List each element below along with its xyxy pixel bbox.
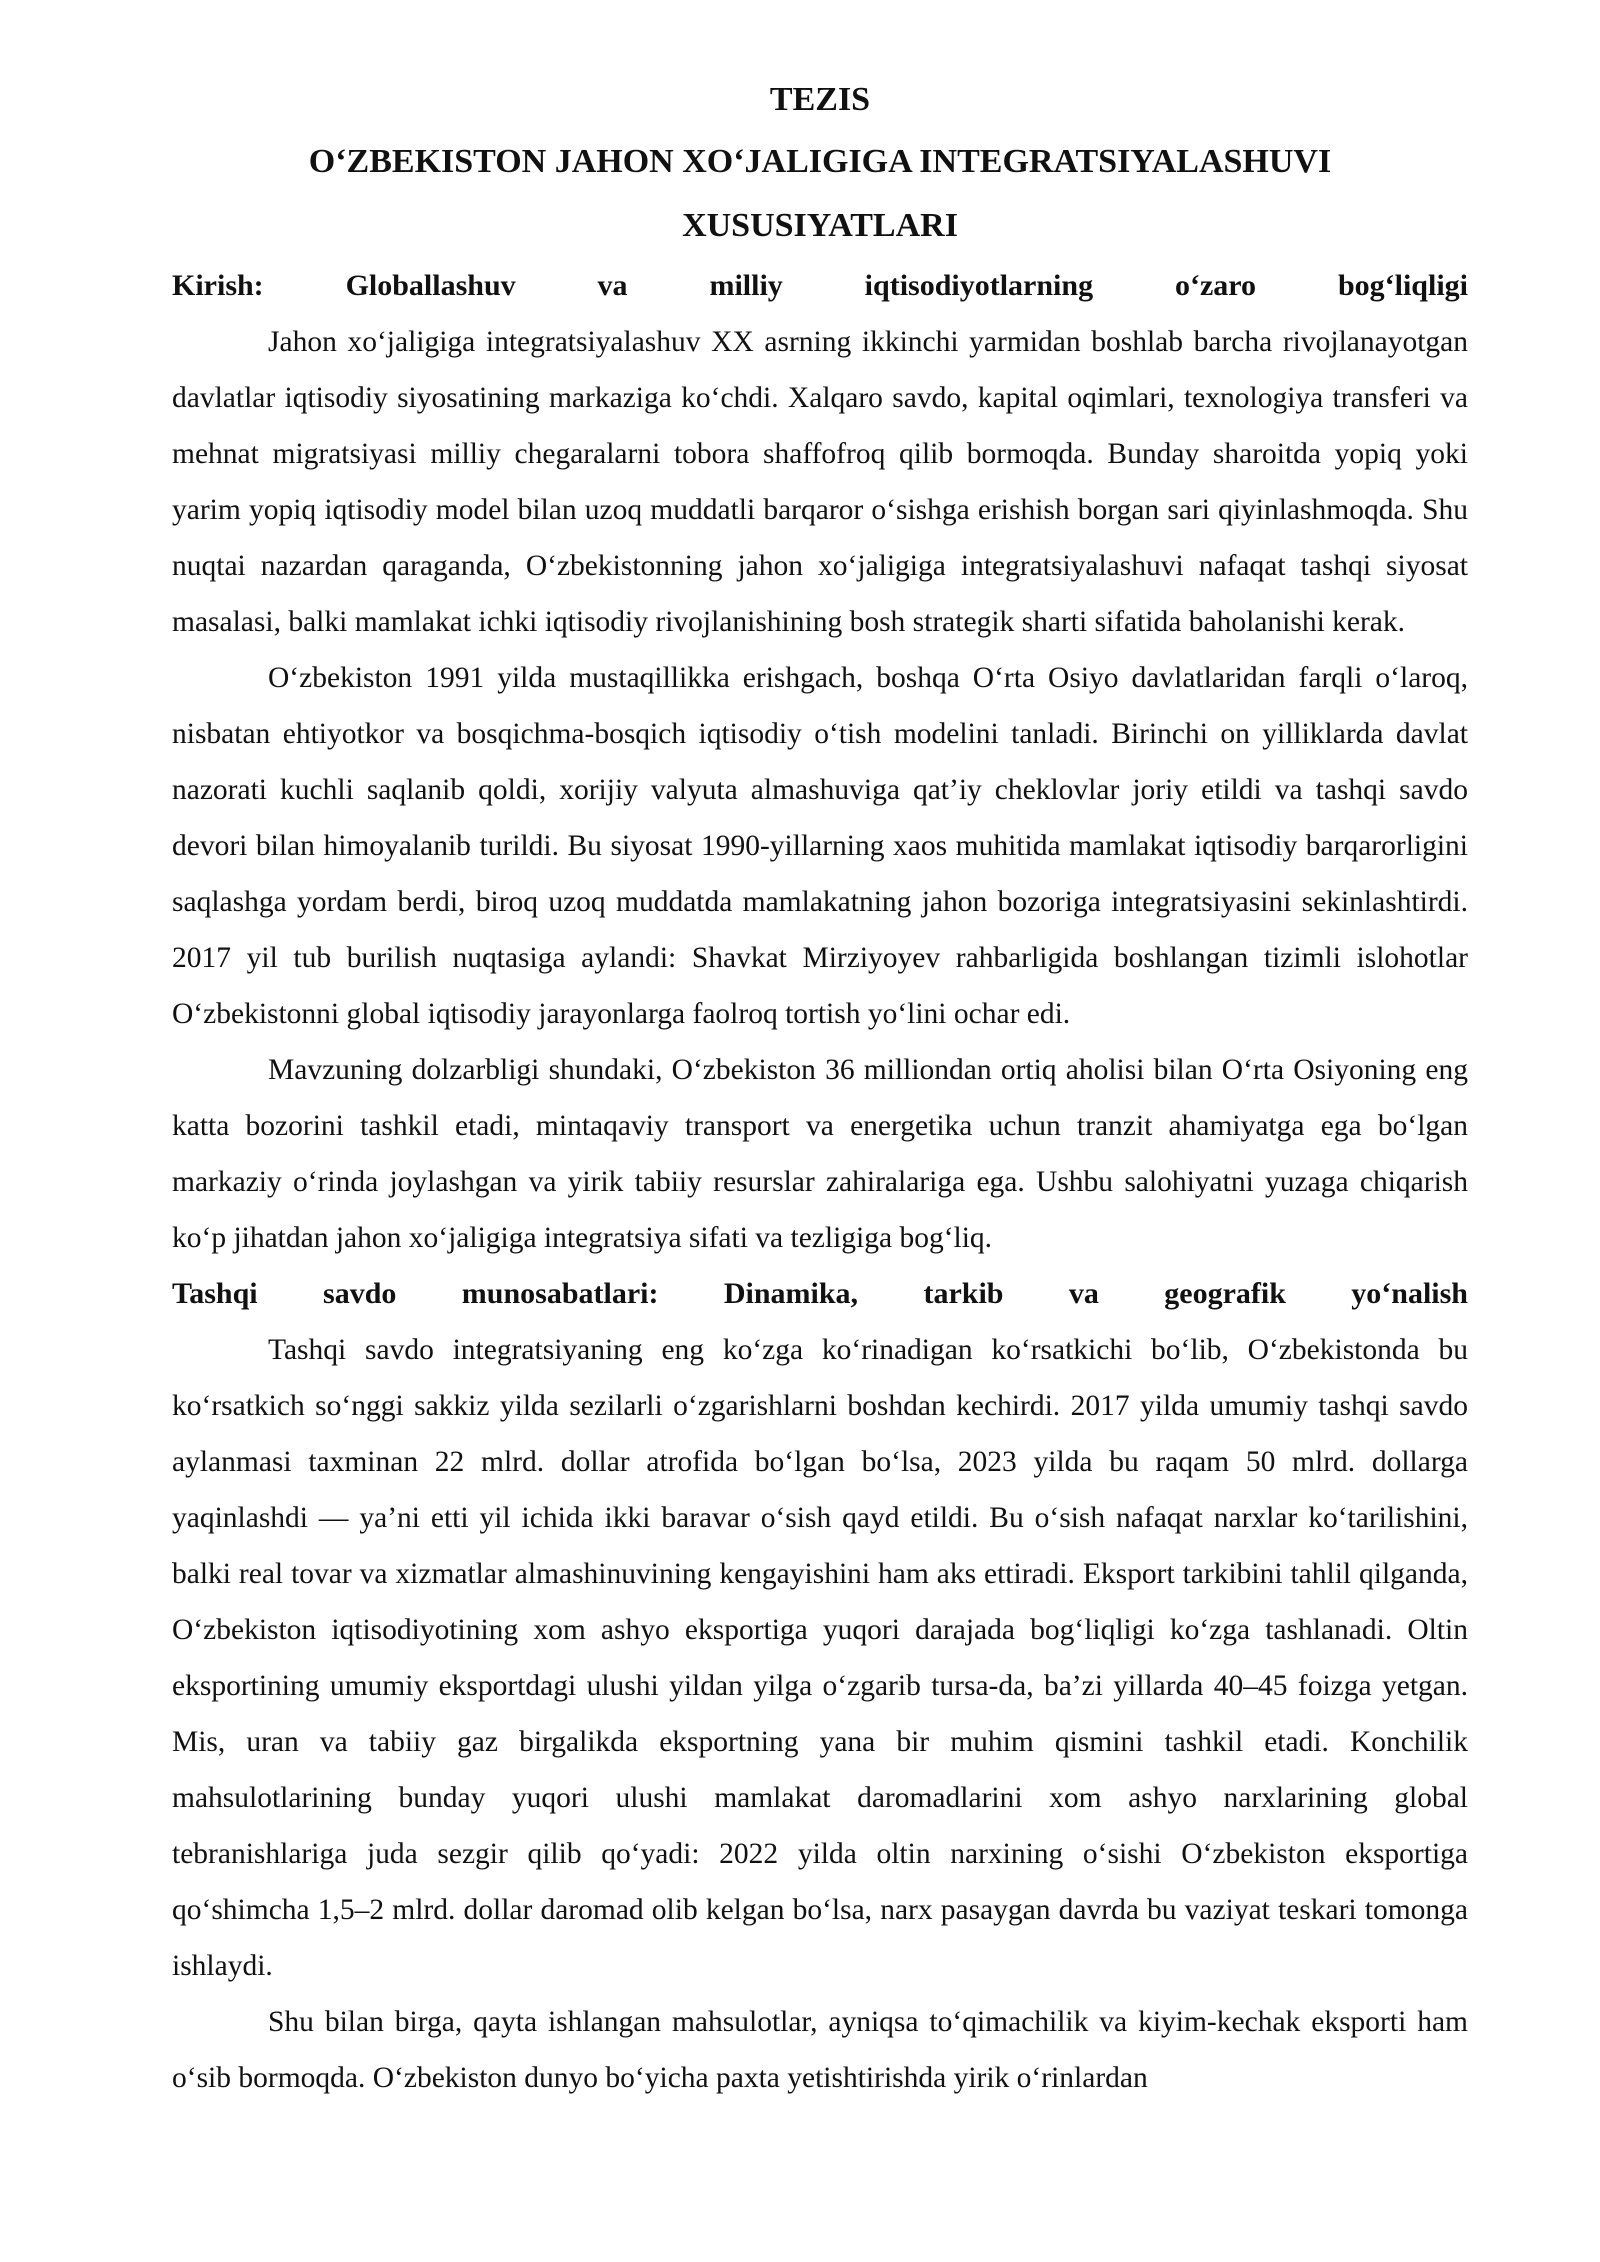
section-heading-introduction: Kirish: Globallashuv va milliy iqtisodiyotlarning o‘zaro bog‘liqligi bbox=[172, 269, 1468, 302]
document-subtitle: O‘ZBEKISTON JAHON XO‘JALIGIGA INTEGRATSIYALASHUVI XUSUSIYATLARI bbox=[308, 143, 1332, 244]
paragraph: Tashqi savdo integratsiyaning eng ko‘zga ko‘rinadigan ko‘rsatkichi bo‘lib, O‘zbekistonda bu ko‘rsatkich so‘nggi sakkiz yilda sezilarli o‘zgarishlarni boshdan kechirdi. 2017 yilda umumiy tashqi savdo aylanmasi taxminan 22 mlrd. dollar atrofida bo‘lgan bo‘lsa, 2023 yilda bu raqam 50 mlrd. dollarga yaqinlashdi — ya’ni etti yil ichida ikki baravar o‘sish qayd etildi. Bu o‘sish nafaqat narxlar ko‘tarilishini, balki real tovar va xizmatlar almashinuvining kengayishini ham aks ettiradi. Eksport tarkibini tahlil qilganda, O‘zbekiston iqtisodiyotining xom ashyo eksportiga yuqori darajada bog‘liqligi ko‘zga tashlanadi. Oltin eksportining umumiy eksportdagi ulushi yildan yilga o‘zgarib tursa-da, ba’zi yillarda 40–45 foizga yetgan. Mis, uran va tabiiy gaz birgalikda eksportning yana bir muhim qismini tashkil etadi. Konchilik mahsulotlarining bunday yuqori ulushi mamlakat daromadlarini xom ashyo narxlarining global tebranishlariga juda sezgir qilib qo‘yadi: 2022 yilda oltin narxining o‘sishi O‘zbekiston eksportiga qo‘shimcha 1,5–2 mlrd. dollar daromad olib kelgan bo‘lsa, narx pasaygan davrda bu vaziyat teskari tomonga ishlaydi. bbox=[172, 1334, 1468, 1982]
paragraph: O‘zbekiston 1991 yilda mustaqillikka erishgach, boshqa O‘rta Osiyo davlatlaridan farqli o‘laroq, nisbatan ehtiyotkor va bosqichma-bosqich iqtisodiy o‘tish modelini tanladi. Birinchi on yilliklarda davlat nazorati kuchli saqlanib qoldi, xorijiy valyuta almashuviga qat’iy cheklovlar joriy etildi va tashqi savdo devori bilan himoyalanib turildi. Bu siyosat 1990-yillarning xaos muhitida mamlakat iqtisodiy barqarorligini saqlashga yordam berdi, biroq uzoq muddatda mamlakatning jahon bozoriga integratsiyasini sekinlashtirdi. 2017 yil tub burilish nuqtasiga aylandi: Shavkat Mirziyoyev rahbarligida boshlangan tizimli islohotlar O‘zbekistonni global iqtisodiy jarayonlarga faolroq tortish yo‘lini ochar edi. bbox=[172, 662, 1468, 1030]
document-body bbox=[172, 70, 1468, 2106]
section-heading-foreign-trade: Tashqi savdo munosabatlari: Dinamika, tarkib va geografik yo‘nalish bbox=[172, 1277, 1468, 1310]
paragraph: Jahon xo‘jaligiga integratsiyalashuv XX asrning ikkinchi yarmidan boshlab barcha rivojlanayotgan davlatlar iqtisodiy siyosatining markaziga ko‘chdi. Xalqaro savdo, kapital oqimlari, texnologiya transferi va mehnat migratsiyasi milliy chegaralarni tobora shaffofroq qilib bormoqda. Bunday sharoitda yopiq yoki yarim yopiq iqtisodiy model bilan uzoq muddatli barqaror o‘sishga erishish borgan sari qiyinlashmoqda. Shu nuqtai nazardan qaraganda, O‘zbekistonning jahon xo‘jaligiga integratsiyalashuvi nafaqat tashqi siyosat masalasi, balki mamlakat ichki iqtisodiy rivojlanishining bosh strategik sharti sifatida baholanishi kerak. bbox=[172, 326, 1468, 638]
paragraph: Shu bilan birga, qayta ishlangan mahsulotlar, ayniqsa to‘qimachilik va kiyim-kechak eksporti ham o‘sib bormoqda. O‘zbekiston dunyo bo‘yicha paxta yetishtirishda yirik o‘rinlardan bbox=[172, 2006, 1468, 2094]
document-title: TEZIS bbox=[769, 81, 871, 118]
paragraph: Mavzuning dolzarbligi shundaki, O‘zbekiston 36 milliondan ortiq aholisi bilan O‘rta Osiyoning eng katta bozorini tashkil etadi, mintaqaviy transport va energetika uchun tranzit ahamiyatga ega bo‘lgan markaziy o‘rinda joylashgan va yirik tabiiy resurslar zahiralariga ega. Ushbu salohiyatni yuzaga chiqarish ko‘p jihatdan jahon xo‘jaligiga integratsiya sifati va tezligiga bog‘liq. bbox=[172, 1054, 1468, 1254]
